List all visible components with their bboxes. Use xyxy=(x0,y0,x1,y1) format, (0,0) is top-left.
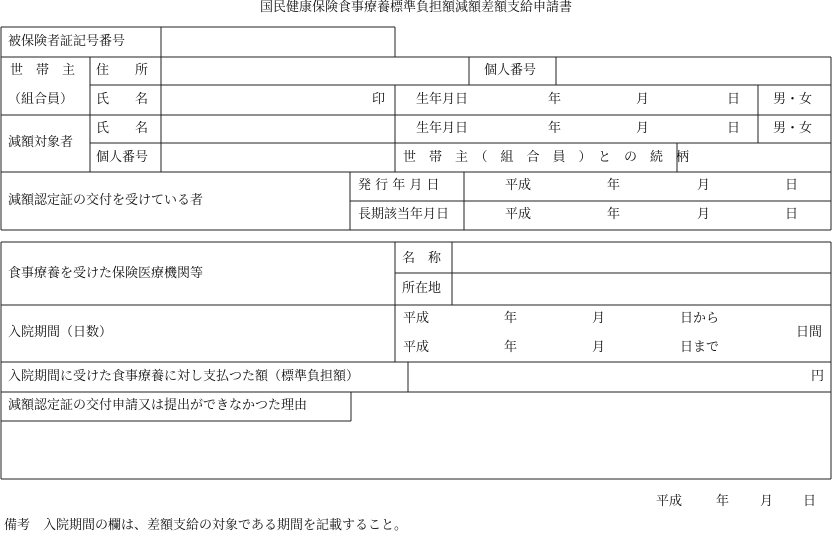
long-term-date-label: 長期該当年月日 xyxy=(358,207,450,222)
signature-date-month: 月 xyxy=(760,494,774,509)
period-to-era: 平成 xyxy=(403,340,430,355)
period-days-unit: 日間 xyxy=(796,325,823,340)
period-from-day: 日から xyxy=(680,311,720,326)
relation-label: 世 帯 主 （ 組 合 員 ） と の 続 柄 xyxy=(403,150,690,165)
target-personal-number-label: 個人番号 xyxy=(96,150,149,165)
long-term-date-day: 日 xyxy=(785,207,799,222)
payment-amount-field[interactable] xyxy=(409,363,804,391)
form-title: 国民健康保険食事療養標準負担額減額差額支給申請書 xyxy=(259,0,572,15)
issue-date-month: 月 xyxy=(697,178,711,193)
signature-date-day: 日 xyxy=(803,494,817,509)
period-from-era: 平成 xyxy=(403,311,430,326)
target-person-label: 減額対象者 xyxy=(8,135,74,150)
reason-field[interactable] xyxy=(2,422,830,478)
householder-label: 世 帯 主 xyxy=(10,63,76,78)
target-name-label: 氏 名 xyxy=(96,121,149,136)
period-to-year: 年 xyxy=(504,340,518,355)
target-birth-month: 月 xyxy=(636,121,650,136)
target-personal-number-field[interactable] xyxy=(162,144,394,171)
householder-personal-number-label: 個人番号 xyxy=(484,63,537,78)
householder-birth-day: 日 xyxy=(727,92,741,107)
long-term-date-year: 年 xyxy=(607,207,621,222)
remarks-note: 備考 入院期間の欄は、差額支給の対象である期間を記載すること。 xyxy=(4,518,408,533)
householder-birth-label: 生年月日 xyxy=(416,92,469,107)
householder-personal-number-field[interactable] xyxy=(557,58,830,84)
institution-location-label: 所在地 xyxy=(402,281,442,296)
target-name-field[interactable] xyxy=(162,116,394,142)
target-birth-year: 年 xyxy=(548,121,562,136)
institution-name-field[interactable] xyxy=(453,243,830,272)
target-sex-option[interactable]: 男・女 xyxy=(773,121,813,136)
period-to-day: 日まで xyxy=(680,340,720,355)
payment-amount-unit: 円 xyxy=(811,369,825,384)
institution-location-field[interactable] xyxy=(453,274,830,304)
institution-label: 食事療養を受けた保険医療機関等 xyxy=(8,266,204,281)
issue-date-year: 年 xyxy=(607,178,621,193)
householder-name-field[interactable] xyxy=(162,86,367,114)
payment-amount-label: 入院期間に受けた食事療養に対し支払つた額（標準負担額） xyxy=(8,369,360,384)
reason-label: 減額認定証の交付申請又は提出ができなかつた理由 xyxy=(8,398,308,413)
address-field[interactable] xyxy=(162,58,468,84)
period-from-year: 年 xyxy=(504,311,518,326)
insured-number-field[interactable] xyxy=(162,28,394,56)
period-from-month: 月 xyxy=(592,311,606,326)
householder-sex-option[interactable]: 男・女 xyxy=(773,92,813,107)
householder-sub-label: （組合員） xyxy=(8,92,74,107)
long-term-date-era: 平成 xyxy=(505,207,532,222)
signature-date-era: 平成 xyxy=(656,494,683,509)
target-birth-day: 日 xyxy=(727,121,741,136)
issue-date-day: 日 xyxy=(785,178,799,193)
issue-date-label: 発 行 年 月 日 xyxy=(358,178,440,193)
target-birth-label: 生年月日 xyxy=(416,121,469,136)
householder-birth-year: 年 xyxy=(548,92,562,107)
signature-date-year: 年 xyxy=(716,494,730,509)
householder-name-label: 氏 名 xyxy=(96,92,149,107)
householder-birth-month: 月 xyxy=(636,92,650,107)
insured-number-label: 被保険者証記号番号 xyxy=(8,34,126,49)
institution-name-label: 名 称 xyxy=(402,251,442,266)
issue-date-era: 平成 xyxy=(505,178,532,193)
hospitalization-period-label: 入院期間（日数） xyxy=(8,325,113,340)
certificate-holder-label: 減額認定証の交付を受けている者 xyxy=(8,193,204,208)
period-to-month: 月 xyxy=(592,340,606,355)
seal-mark: 印 xyxy=(372,92,386,107)
long-term-date-month: 月 xyxy=(697,207,711,222)
address-label: 住 所 xyxy=(96,63,149,78)
relation-field[interactable] xyxy=(678,144,830,171)
